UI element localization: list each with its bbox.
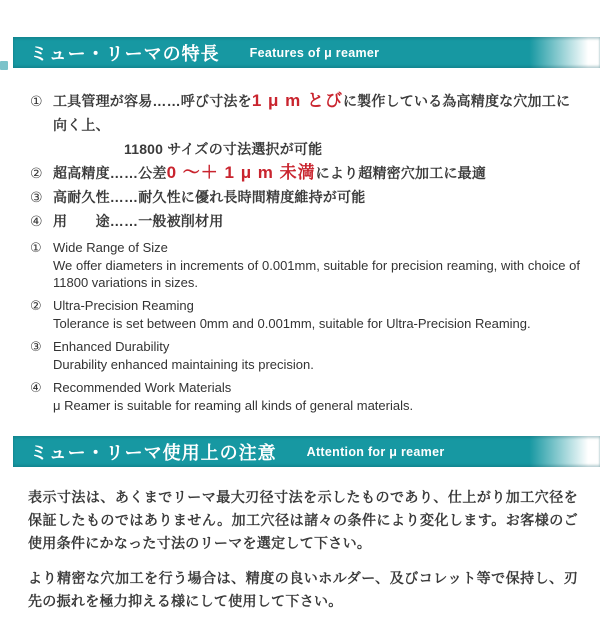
item-text <box>53 297 580 332</box>
scan-artifact <box>0 61 8 70</box>
item-body: μ Reamer is suitable for reaming all kinds of general materials. <box>53 398 414 413</box>
item-number: ③ <box>30 189 43 205</box>
item-text <box>53 379 580 414</box>
attention-header-bar <box>13 436 600 467</box>
features-header-bar <box>13 37 600 68</box>
attention-notes <box>28 486 578 613</box>
item-text-pre: 工具管理が容易……呼び寸法を <box>53 93 252 109</box>
list-item-en-1 <box>30 239 580 291</box>
item-body: Tolerance is set between 0mm and 0.001mm, suitable for Ultra-Precision Reaming. <box>53 316 531 331</box>
list-item-jp-4 <box>30 209 580 233</box>
item-text <box>53 161 486 185</box>
item-text: 用 途……一般被削材用 <box>53 213 224 229</box>
item-body: Durability enhanced maintaining its precision. <box>53 357 314 372</box>
list-item-en-4 <box>30 379 580 414</box>
item-text <box>53 89 580 161</box>
item-number: ② <box>30 165 43 181</box>
item-text-highlight: 0 ～＋ 1 μ m 未満 <box>166 163 316 182</box>
catalog-page <box>0 37 600 637</box>
item-text-post: に製作している為高精度な穴加工に向く上、 <box>53 93 571 133</box>
item-number: ④ <box>30 380 42 395</box>
item-text-line2: 11800 サイズの寸法選択が可能 <box>124 141 323 157</box>
attention-title-en: Attention for μ reamer <box>306 444 445 459</box>
item-heading: Ultra-Precision Reaming <box>53 298 194 313</box>
item-text-pre: 超高精度……公差 <box>53 165 167 181</box>
list-item-jp-2 <box>30 161 580 185</box>
item-heading: Recommended Work Materials <box>53 380 232 395</box>
features-list-en <box>30 239 580 414</box>
list-item-jp-3 <box>30 185 580 209</box>
list-item-jp-1 <box>30 89 580 161</box>
item-number: ① <box>30 240 42 255</box>
list-item-en-3 <box>30 338 580 373</box>
item-text-post: により超精密穴加工に最適 <box>315 165 487 181</box>
item-text <box>53 239 580 291</box>
item-number: ③ <box>30 339 42 354</box>
item-body: We offer diameters in increments of 0.001mm, suitable for precision reaming, with choice of 11800 variations in sizes. <box>53 258 580 290</box>
attention-title-jp: ミュー・リーマ使用上の注意 <box>30 442 277 463</box>
item-number: ① <box>30 93 43 109</box>
note-paragraph-1: 表示寸法は、あくまでリーマ最大刃径寸法を示したものであり、仕上がり加工穴径を保証したものではありません。加工穴径は諸々の条件により変化します。お客様のご使用条件にかなった寸法のリーマを選定して下さい。 <box>28 489 578 551</box>
features-title-jp: ミュー・リーマの特長 <box>30 43 220 64</box>
item-text <box>53 338 580 373</box>
note-paragraph-2: より精密な穴加工を行う場合は、精度の良いホルダー、及びコレット等で保持し、刃先の振れを極力抑える様にして使用して下さい。 <box>28 570 578 609</box>
features-list-jp <box>30 89 580 233</box>
item-text: 高耐久性……耐久性に優れ長時間精度維持が可能 <box>53 189 366 205</box>
item-heading: Enhanced Durability <box>53 339 170 354</box>
features-title-en: Features of μ reamer <box>249 45 380 60</box>
item-text-highlight: 1 μ m とび <box>251 91 343 110</box>
list-item-en-2 <box>30 297 580 332</box>
item-number: ④ <box>30 213 43 229</box>
item-heading: Wide Range of Size <box>53 240 168 255</box>
item-number: ② <box>30 298 42 313</box>
